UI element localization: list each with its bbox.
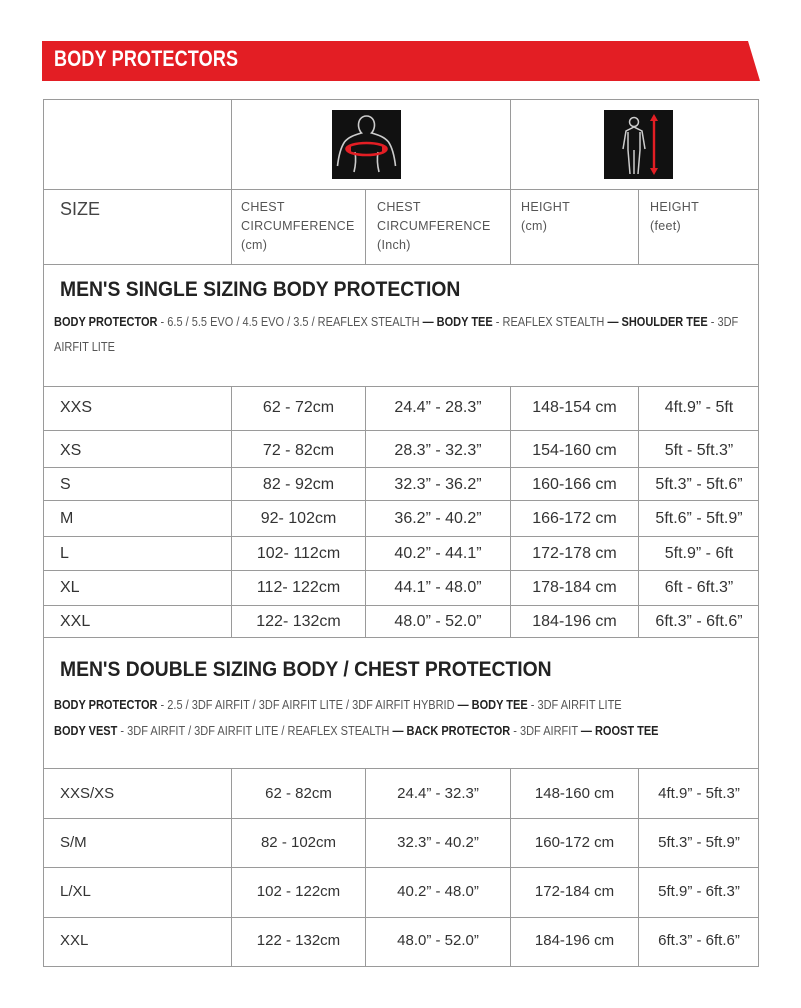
height-feet-header: HEIGHT (feet) (650, 200, 700, 233)
height-cm-cell: 160-166 cm (532, 476, 617, 493)
chest-inch-header: CHEST CIRCUMFERENCE (Inch) (377, 200, 491, 252)
double-sizing-description-line2: BODY VEST - 3DF AIRFIT / 3DF AIRFIT LITE / REAFLEX STEALTH — BACK PROTECTOR - 3DF AIRFIT — ROOST TEE (54, 724, 659, 738)
divider (43, 570, 759, 571)
chest-inch-cell: 40.2” - 48.0” (397, 883, 479, 900)
chest-cm-cell: 92- 102cm (260, 510, 337, 527)
size-header: SIZE (60, 199, 101, 219)
chest-cm-cell: 62 - 72cm (262, 399, 335, 416)
divider (43, 386, 759, 387)
height-cm-cell: 154-160 cm (532, 442, 617, 459)
height-feet-cell: 6ft.3” - 6ft.6” (655, 613, 743, 630)
chest-cm-header: CHEST CIRCUMFERENCE (cm) (241, 200, 355, 252)
section-banner (42, 41, 760, 81)
size-cell: XXL (60, 613, 91, 630)
divider (43, 264, 759, 265)
divider (365, 189, 366, 265)
height-cm-cell: 178-184 cm (532, 579, 617, 596)
height-cm-cell: 172-184 cm (534, 883, 615, 900)
height-cm-cell: 148-160 cm (534, 785, 615, 802)
chest-inch-cell: 28.3” - 32.3” (394, 442, 482, 459)
size-cell: L (60, 545, 69, 562)
divider (638, 189, 639, 265)
divider (43, 917, 759, 918)
height-feet-cell: 5ft.9” - 6ft (664, 545, 734, 562)
chest-inch-cell: 48.0” - 52.0” (394, 613, 482, 630)
height-feet-cell: 5ft.6” - 5ft.9” (655, 510, 743, 527)
double-sizing-description: BODY PROTECTOR - 2.5 / 3DF AIRFIT / 3DF AIRFIT LITE / 3DF AIRFIT HYBRID — BODY TEE - 3DF AIRFIT LITE (54, 698, 622, 712)
chest-inch-cell: 40.2” - 44.1” (394, 545, 482, 562)
height-cm-cell: 166-172 cm (532, 510, 617, 527)
chest-cm-cell: 82 - 102cm (260, 834, 337, 851)
divider (43, 430, 759, 431)
divider (43, 768, 759, 769)
divider (43, 189, 759, 190)
size-cell: XXL (60, 932, 89, 949)
chest-inch-cell: 24.4” - 32.3” (397, 785, 479, 802)
chest-inch-cell: 36.2” - 40.2” (394, 510, 482, 527)
chest-cm-cell: 122- 132cm (256, 613, 341, 630)
single-sizing-description: BODY PROTECTOR - 6.5 / 5.5 EVO / 4.5 EVO / 3.5 / REAFLEX STEALTH — BODY TEE - REAFLEX STEALTH — SHOULDER TEE - 3DF (54, 315, 739, 329)
height-feet-cell: 6ft - 6ft.3” (664, 579, 734, 596)
chest-inch-cell: 32.3” - 40.2” (397, 834, 479, 851)
size-cell: S/M (60, 834, 87, 851)
chest-cm-cell: 122 - 132cm (256, 932, 341, 949)
chest-cm-cell: 102- 112cm (256, 545, 341, 562)
divider (43, 536, 759, 537)
height-feet-cell: 6ft.3” - 6ft.6” (658, 932, 740, 949)
divider (43, 637, 759, 638)
divider (231, 99, 232, 265)
size-cell: M (60, 510, 74, 527)
size-cell: XXS (60, 399, 93, 416)
divider (43, 867, 759, 868)
size-cell: S (60, 476, 71, 493)
chest-cm-cell: 112- 122cm (256, 579, 341, 596)
chest-cm-cell: 62 - 82cm (265, 785, 332, 802)
chest-inch-cell: 24.4” - 28.3” (394, 399, 482, 416)
divider (43, 605, 759, 606)
divider (43, 818, 759, 819)
size-cell: XS (60, 442, 82, 459)
chest-inch-cell: 48.0” - 52.0” (397, 932, 479, 949)
height-feet-cell: 4ft.9” - 5ft.3” (658, 785, 740, 802)
height-cm-cell: 160-172 cm (534, 834, 615, 851)
chest-cm-cell: 102 - 122cm (256, 883, 341, 900)
chest-cm-cell: 82 - 92cm (262, 476, 335, 493)
size-cell: L/XL (60, 883, 91, 900)
height-feet-cell: 4ft.9” - 5ft (664, 399, 734, 416)
height-cm-header: HEIGHT (cm) (521, 200, 571, 233)
single-sizing-title: MEN'S SINGLE SIZING BODY PROTECTION (60, 278, 461, 301)
size-cell: XL (60, 579, 80, 596)
height-feet-cell: 5ft.3” - 5ft.9” (658, 834, 740, 851)
height-feet-cell: 5ft - 5ft.3” (664, 442, 734, 459)
double-sizing-title: MEN'S DOUBLE SIZING BODY / CHEST PROTECTION (60, 658, 552, 681)
height-cm-cell: 148-154 cm (532, 399, 617, 416)
divider (43, 500, 759, 501)
chest-cm-cell: 72 - 82cm (262, 442, 335, 459)
chest-inch-cell: 44.1” - 48.0” (394, 579, 482, 596)
chest-measure-icon (332, 110, 401, 184)
banner-title: BODY PROTECTORS (54, 46, 239, 71)
divider (43, 467, 759, 468)
size-cell: XXS/XS (60, 785, 115, 802)
chest-inch-cell: 32.3” - 36.2” (394, 476, 482, 493)
height-feet-cell: 5ft.9” - 6ft.3” (658, 883, 740, 900)
height-cm-cell: 172-178 cm (532, 545, 617, 562)
divider (510, 99, 511, 265)
height-cm-cell: 184-196 cm (534, 932, 615, 949)
height-cm-cell: 184-196 cm (532, 613, 617, 630)
height-measure-icon (604, 110, 673, 184)
single-sizing-description-line2: AIRFIT LITE (54, 340, 115, 354)
height-feet-cell: 5ft.3” - 5ft.6” (655, 476, 743, 493)
